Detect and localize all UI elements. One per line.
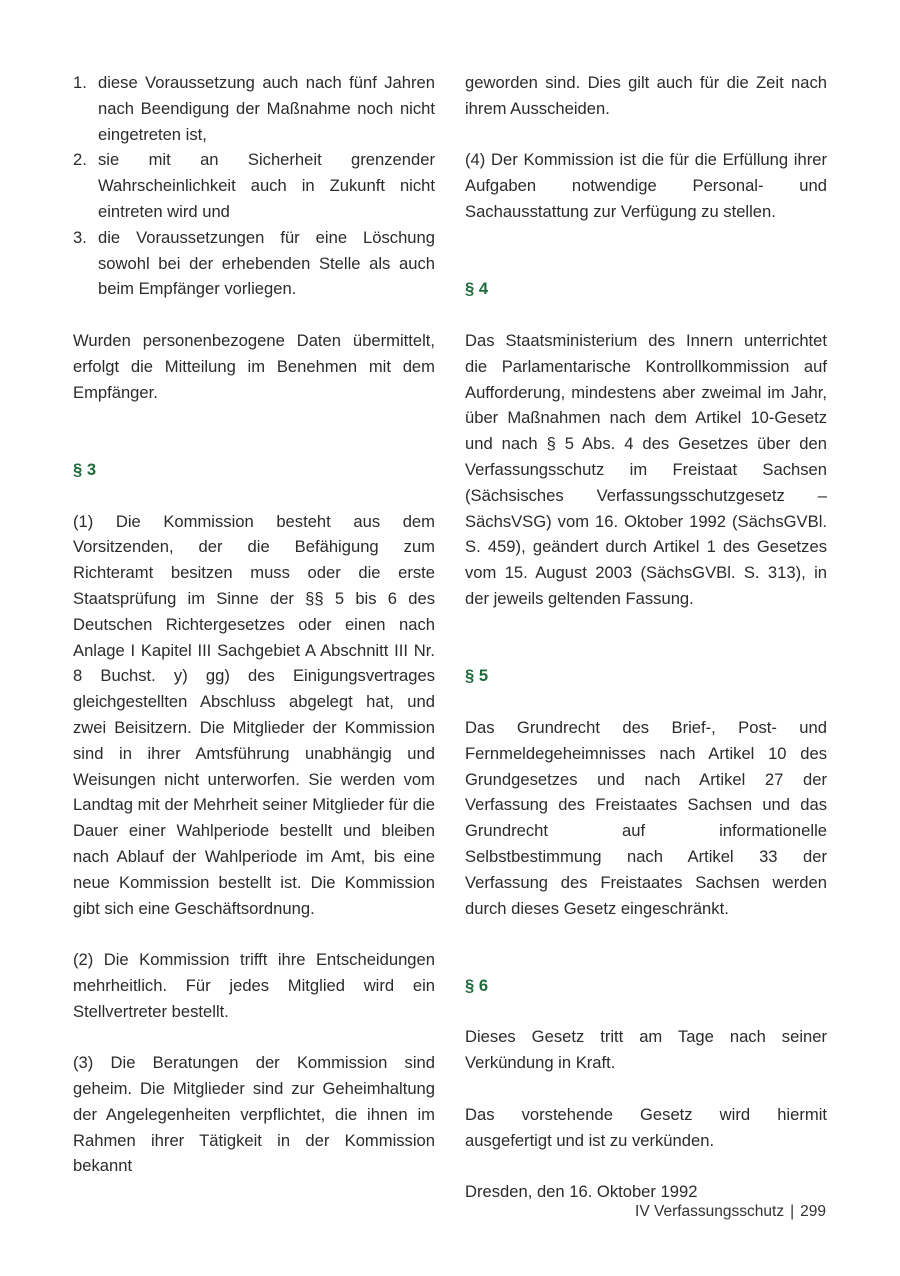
list-item [73,225,435,302]
list-item [73,70,435,147]
place-and-date: Dresden, den 16. Oktober 1992 [465,1182,698,1202]
section-3-paragraph-3-continued: geworden sind. Dies gilt auch für die Zeit nach ihrem Ausscheiden. [465,73,827,118]
section-6-heading: § 6 [465,975,489,995]
section-3-paragraph-4: (4) Der Kommission ist die für die Erfüllung ihrer Aufgaben notwendige Personal- und Sachausstattung zur Verfügung zu stellen. [465,150,827,221]
footer-chapter-title: IV Verfassungsschutz [635,1203,785,1220]
list-item-text: sie mit an Sicherheit grenzender Wahrscheinlichkeit auch in Zukunft nicht eintreten wird und [98,150,435,221]
page-footer [635,1203,826,1221]
section-6-paragraph: Dieses Gesetz tritt am Tage nach seiner Verkündung in Kraft. [465,1027,827,1073]
list-item [73,147,435,224]
section-4-paragraph: Das Staatsministerium des Innern unterrichtet die Parlamentarische Kontrollkommission auf Aufforderung, mindestens aber zweimal im Jahr, über Maßnahmen nach dem Artikel 10-Gesetz und nach § 5 Abs. 4 des Gesetzes über den Verfassungsschutz im Freistaat Sachsen (Sächsisches Verfassungsschutzgesetz – SächsVSG) vom 16. Oktober 1992 (SächsGVBl. S. 459), geändert durch Artikel 1 des Gesetzes vom 15. August 2003 (SächsGVBl. S. 313), in der jeweils geltenden Fassung. [465,330,827,608]
section-5-heading: § 5 [465,666,489,686]
left-column [73,70,435,1179]
list-item-text: diese Voraussetzung auch nach fünf Jahren nach Beendigung der Maßnahme noch nicht eingetreten ist, [98,73,435,144]
list-item-number: 2. [73,150,87,170]
section-3-paragraph-3: (3) Die Beratungen der Kommission sind geheim. Die Mitglieder sind zur Geheimhaltung der Angelegenheiten verpflichtet, die ihnen im Rahmen ihrer Tätigkeit in der Kommission bekannt [73,1053,435,1176]
closing-paragraph: Das vorstehende Gesetz wird hiermit ausgefertigt und ist zu verkünden. [465,1104,827,1150]
section-5-paragraph: Das Grundrecht des Brief-, Post- und Fernmeldegeheimnisses nach Artikel 10 des Grundgesetzes und nach Artikel 27 der Verfassung des Freistaates Sachsen und das Grundrecht auf informationelle Selbstbestimmung nach Artikel 33 der Verfassung des Freistaates Sachsen werden durch dieses Gesetz eingeschränkt. [465,717,827,918]
paragraph-data-transfer: Wurden personenbezogene Daten übermittelt, erfolgt die Mitteilung im Benehmen mit dem Empfänger. [73,330,435,402]
right-column [465,70,827,1205]
section-3-paragraph-1: (1) Die Kommission besteht aus dem Vorsitzenden, der die Befähigung zum Richteramt besitzen muss oder die erste Staatsprüfung im Sinne der §§ 5 bis 6 des Deutschen Richtergesetzes oder einen nach Anlage I Kapitel III Sachgebiet A Abschnitt III Nr. 8 Buchst. y) gg) des Einigungsvertrages gleichgestellten Abschluss abgelegt hat, und zwei Beisitzern. Die Mitglieder der Kommission sind in ihrer Amtsführung unabhängig und Weisungen nicht unterworfen. Sie werden vom Landtag mit der Mehrheit seiner Mitglieder für die Dauer einer Wahlperiode bestellt und bleiben nach Ablauf der Wahlperiode im Amt, bis eine neue Kommission bestellt ist. Die Kommission gibt sich eine Geschäftsordnung. [73,511,435,918]
list-item-text: die Voraussetzungen für eine Löschung sowohl bei der erhebenden Stelle als auch beim Empfänger vorliegen. [98,227,435,299]
list-item-number: 3. [73,227,87,247]
footer-separator: | [790,1203,795,1220]
section-4-heading: § 4 [465,279,489,299]
page-number: 299 [800,1203,826,1220]
section-3-paragraph-2: (2) Die Kommission trifft ihre Entscheidungen mehrheitlich. Für jedes Mitglied wird ein Stellvertreter bestellt. [73,950,435,1021]
list-item-number: 1. [73,73,87,92]
numbered-list [73,70,435,302]
section-3-heading: § 3 [73,459,97,479]
